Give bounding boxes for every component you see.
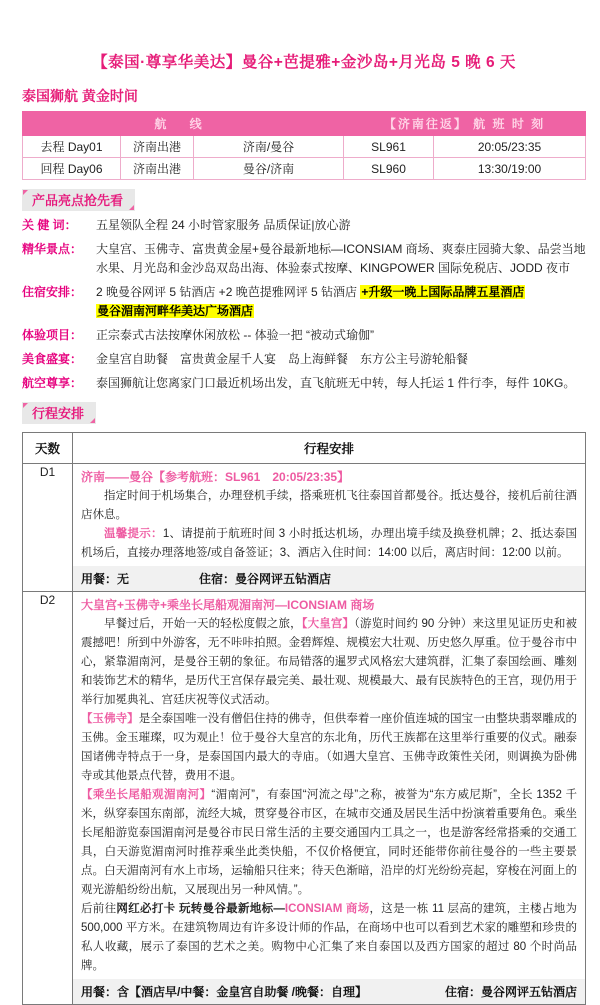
flight-row-outbound <box>23 136 586 158</box>
d2-paragraph-iconsiam <box>81 900 577 976</box>
day-label-d1: D1 <box>23 464 73 592</box>
d2-jade-buddha-text: 是全泰国唯一没有僧侣住持的佛寺，但供奉着一座价值连城的国宝一由整块翡翠雕成的玉佛。金玉璀璨，叹为观止！位于曼谷大皇宫的东北角，历代王族都在这里举行重要的仪式。融泰国诸佛寺特点于一身，是泰国国内最大的寺庙。（如遇大皇宫、玉佛寺政策性关闭，则调换为卧佛寺或其他景点代替，费用不退。 <box>81 713 578 782</box>
flight-number: SL960 <box>344 158 434 180</box>
flight-time: 20:05/23:35 <box>434 136 586 158</box>
highlight-text: 泰国狮航让您离家门口最近机场出发，直飞航班无中转，每人托运 1 件行李，每件 10KG。 <box>96 376 576 390</box>
highlight-label: 关 健 词： <box>22 218 77 232</box>
highlight-accommodation <box>22 283 586 321</box>
d1-stay: 住宿：曼谷网评五钻酒店 <box>199 572 332 586</box>
page-subtitle: 泰国狮航 黄金时间 <box>22 88 138 104</box>
itinerary-col-day: 天数 <box>23 433 73 464</box>
d2-grand-palace-tag: 【大皇宫】 <box>301 618 355 630</box>
flight-header-time: 【济南往返】 航 班 时 刻 <box>344 112 586 136</box>
accommodation-hotel-highlight: 曼谷湄南河畔华美达广场酒店 <box>97 304 254 318</box>
day-content-d1 <box>73 464 586 592</box>
flight-table-header-row <box>23 112 586 136</box>
d2-meal-row <box>73 979 585 1004</box>
flight-time: 13:30/19:00 <box>434 158 586 180</box>
itinerary-table <box>22 432 586 1005</box>
highlight-text: 大皇宫、玉佛寺、富贵黄金屋+曼谷最新地标—ICONSIAM 商场、爽泰庄园骑大象、品尝当地水果、月光岛和金沙岛双岛出海、体验泰式按摩、KINGPOWER 国际免税店、JODD 夜市 <box>96 242 586 275</box>
flight-row-return <box>23 158 586 180</box>
d1-paragraph: 指定时间于机场集合，办理登机手续，搭乘班机飞往泰国首都曼谷。抵达曼谷，接机后前往酒店休息。 <box>81 490 577 521</box>
accommodation-upgrade-highlight: +升级一晚上国际品牌五星酒店 <box>361 285 525 299</box>
itinerary-row-d2 <box>23 592 586 1005</box>
d2-title: 大皇宫+玉佛寺+乘坐长尾船观湄南河—ICONSIAM 商场 <box>81 598 375 612</box>
d1-tips <box>81 525 577 563</box>
page-title: 【泰国·尊享华美达】曼谷+芭提雅+金沙岛+月光岛 5 晚 6 天 <box>92 54 516 71</box>
highlight-label: 住宿安排： <box>22 285 83 299</box>
d2-grand-palace-text: （游览时间约 90 分钟）来这里见证历史和被震撼吧！所到中外游客，无不咔咔拍照。金碧辉煌、规模宏大壮观、历史悠久厚重。位于曼谷市中心，紧靠湄南河，是曼谷王朝的象征。布局错落的暹罗式风格宏大建筑群，汇集了泰国绘画、雕刻和装饰艺术的精华，是历代王宫保存最完美、最壮观、规模最大、最有民族特色的王宫，现仍用于举行加冕典礼、宫廷庆祝等仪式活动。 <box>81 618 578 706</box>
highlight-aviation <box>22 374 586 393</box>
d2-paragraph-jade-buddha <box>81 710 577 786</box>
day-label-d2: D2 <box>23 592 73 1005</box>
d2-paragraph-grand-palace <box>81 615 577 710</box>
d2-longtail-boat-tag: 【乘坐长尾船观湄南河】 <box>81 789 212 801</box>
section-itinerary-title: 行程安排 <box>22 402 96 424</box>
flight-header-route: 航 线 <box>23 112 344 136</box>
highlight-label: 美食盛宴： <box>22 352 83 366</box>
d1-tip-label: 温馨提示： <box>104 528 163 540</box>
flight-leg: 去程 Day01 <box>23 136 121 158</box>
highlight-experience <box>22 326 586 345</box>
highlight-keywords <box>22 216 586 235</box>
highlight-food <box>22 350 586 369</box>
flight-leg: 回程 Day06 <box>23 158 121 180</box>
flight-port: 济南出港 <box>121 136 194 158</box>
highlight-label: 航空尊享： <box>22 376 83 390</box>
highlight-label: 体验项目： <box>22 328 83 342</box>
itinerary-col-plan: 行程安排 <box>73 433 586 464</box>
highlight-text: 五星领队全程 24 小时管家服务 品质保证|放心游 <box>96 218 351 232</box>
day-content-d2 <box>73 592 586 1005</box>
d2-iconsiam-name: ICONSIAM 商场 <box>284 903 370 915</box>
d2-stay: 住宿：曼谷网评五钻酒店 <box>444 985 577 999</box>
highlight-text: 金皇宫自助餐 富贵黄金屋千人宴 岛上海鲜餐 东方公主号游轮船餐 <box>96 352 469 366</box>
d2-iconsiam-bold: 网红必打卡 玩转曼谷最新地标— <box>116 903 285 915</box>
d2-iconsiam-text: ，这是一栋 11 层高的建筑，主楼占地为 500,000 平方米。在建筑物周边有许多设计师的作品，在商场中也可以看到艺术家的雕塑和珍贵的私人收藏，展示了泰国的艺术之美。购物中心汇集了来自泰国以及西方国家的超过 80 个时尚品牌。 <box>81 903 578 972</box>
d2-jade-buddha-tag: 【玉佛寺】 <box>81 713 139 725</box>
flight-route: 济南/曼谷 <box>194 136 344 158</box>
highlight-text <box>96 283 586 321</box>
d1-tip-text: 1、请提前于航班时间 3 小时抵达机场，办理出境手续及换登机牌；2、抵达泰国机场后，直接办理落地签/或自备签证；3、酒店入住时间：14:00 以后，离店时间：12:00 以前。 <box>81 528 578 559</box>
d1-title: 济南——曼谷【参考航班：SL961 20:05/23:35】 <box>81 470 350 484</box>
d1-meal-row <box>73 566 585 591</box>
d2-longtail-boat-text: “湄南河”，有泰国“河流之母”之称，被誉为“东方威尼斯”，全长 1352 千米，纵穿泰国东南部，流经大城，贯穿曼谷市区，在城市交通及居民生活中扮演着重要角色。乘坐长尾船游览泰国湄南河是曼谷市民日常生活的主要交通国内工具之一，也是游客经常搭乘的交通工具，白天游览湄南河时推荐乘坐此类快船，不仅价格便宜，同时还能带你前往曼谷的一些主要景点。白天湄南河有水上市场，运输船只往来；待天色渐暗，沿岸的灯光纷纷亮起，穿梭在河面上的观光游船纷纷出航，又展现出另一种风情。”。 <box>81 789 577 896</box>
itinerary-row-d1 <box>23 464 586 592</box>
d2-iconsiam-pre: 后前往 <box>81 903 117 915</box>
itinerary-header-row <box>23 433 586 464</box>
flight-port: 济南出港 <box>121 158 194 180</box>
section-highlights-title: 产品亮点抢先看 <box>22 189 135 211</box>
d2-meal: 用餐：含【酒店早/中餐：金皇宫自助餐 /晚餐：自理】 <box>81 985 368 999</box>
accommodation-normal-text: 2 晚曼谷网评 5 钻酒店 +2 晚芭提雅网评 5 钻酒店 <box>96 285 361 299</box>
flight-route: 曼谷/济南 <box>194 158 344 180</box>
highlight-scenic-spots <box>22 240 586 278</box>
flight-number: SL961 <box>344 136 434 158</box>
flight-table <box>22 111 586 180</box>
highlight-text: 正宗泰式古法按摩休闲放松 -- 体验一把 “被动式瑜伽” <box>96 328 374 342</box>
d2-paragraph-longtail-boat <box>81 786 577 900</box>
d1-meal: 用餐：无 <box>81 572 130 586</box>
highlight-label: 精华景点： <box>22 242 83 256</box>
d2-intro: 早餐过后，开始一天的轻松度假之旅， <box>104 618 302 630</box>
